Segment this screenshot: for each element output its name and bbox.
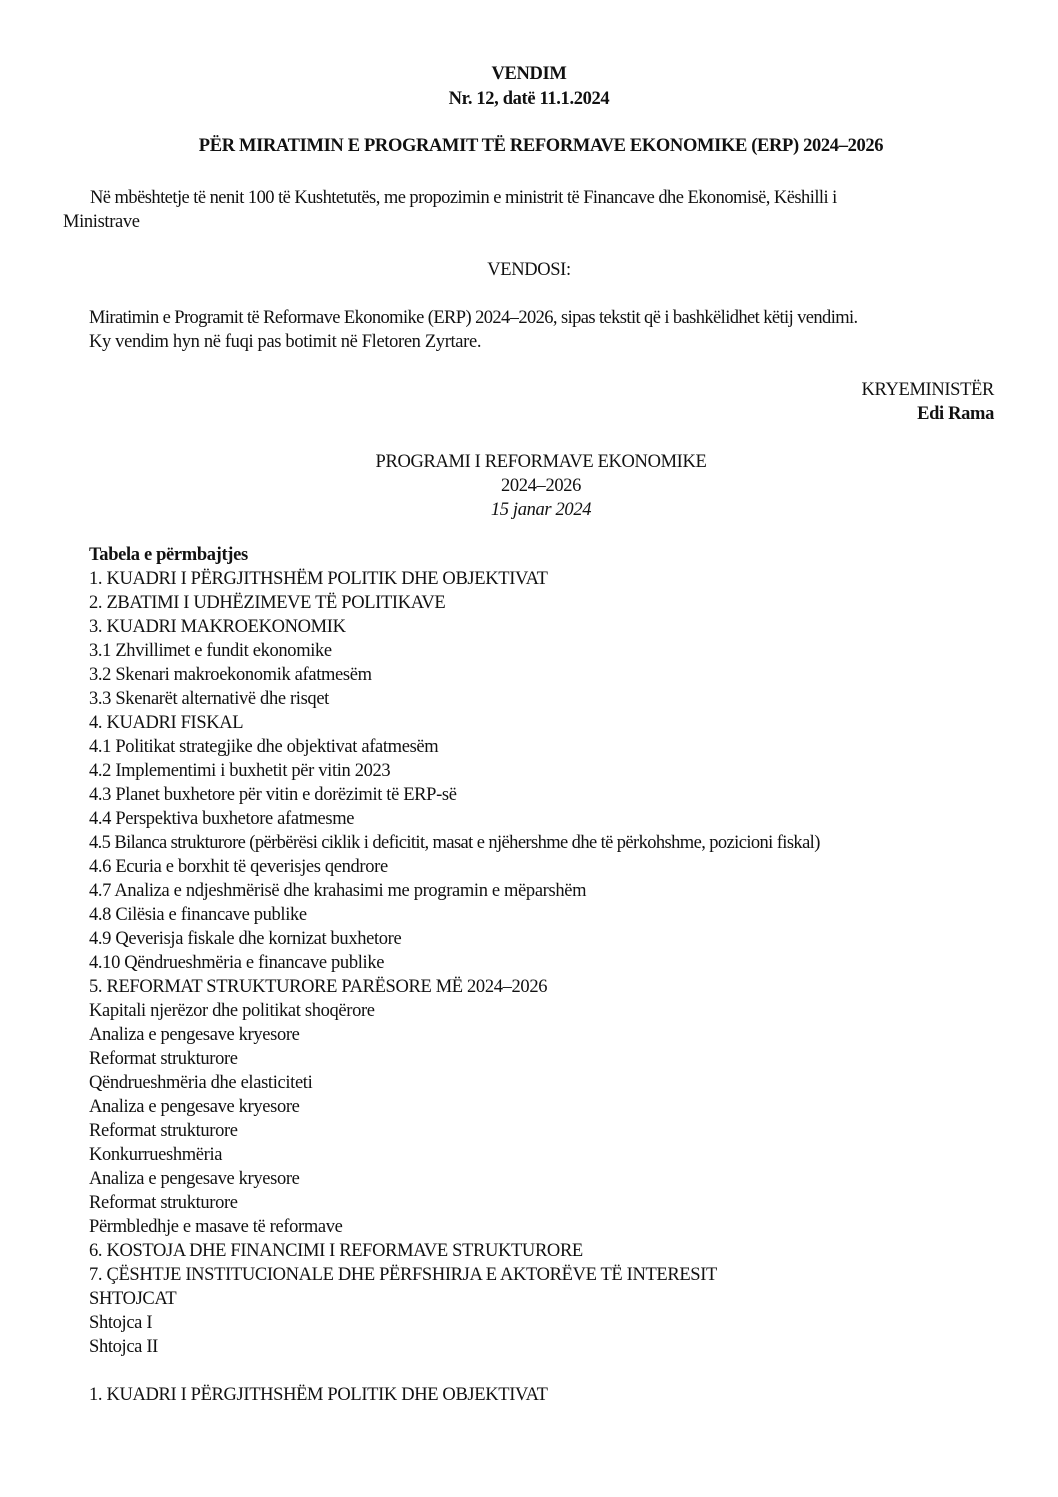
- toc-item[interactable]: 4. KUADRI FISKAL: [89, 713, 244, 733]
- toc-item[interactable]: Shtojca I: [89, 1313, 153, 1333]
- toc-item[interactable]: Reformat strukturore: [89, 1193, 238, 1213]
- table-of-contents: [89, 543, 820, 1359]
- signer-title: KRYEMINISTËR: [861, 380, 994, 400]
- decision-title: PËR MIRATIMIN E PROGRAMIT TË REFORMAVE EKONOMIKE (ERP) 2024–2026: [198, 136, 884, 156]
- toc-item[interactable]: Analiza e pengesave kryesore: [89, 1169, 300, 1189]
- toc-item[interactable]: Kapitali njerëzor dhe politikat shoqërore: [89, 1001, 375, 1021]
- toc-item[interactable]: 2. ZBATIMI I UDHËZIMEVE TË POLITIKAVE: [89, 593, 446, 613]
- toc-item[interactable]: Analiza e pengesave kryesore: [89, 1097, 300, 1117]
- program-period: 2024–2026: [500, 476, 582, 496]
- toc-item[interactable]: 7. ÇËSHTJE INSTITUCIONALE DHE PËRFSHIRJA E AKTORËVE TË INTERESIT: [89, 1265, 718, 1285]
- toc-item[interactable]: 3.1 Zhvillimet e fundit ekonomike: [89, 641, 332, 661]
- toc-item[interactable]: 3.2 Skenari makroekonomik afatmesëm: [89, 665, 372, 685]
- toc-item[interactable]: 4.1 Politikat strategjike dhe objektivat afatmesëm: [89, 737, 439, 757]
- toc-item[interactable]: 4.9 Qeverisja fiskale dhe kornizat buxhetore: [89, 929, 402, 949]
- clause-2: Ky vendim hyn në fuqi pas botimit në Fletoren Zyrtare.: [89, 332, 482, 352]
- toc-item[interactable]: 4.6 Ecuria e borxhit të qeverisjes qendrore: [89, 857, 388, 877]
- toc-item[interactable]: 4.7 Analiza e ndjeshmërisë dhe krahasimi me programin e mëparshëm: [89, 881, 587, 901]
- toc-item[interactable]: Përmbledhje e masave të reformave: [89, 1217, 343, 1237]
- toc-heading: Tabela e përmbajtjes: [89, 545, 248, 565]
- toc-item[interactable]: Shtojca II: [89, 1337, 158, 1357]
- toc-item[interactable]: Konkurrueshmëria: [89, 1145, 223, 1165]
- preamble-line-2: Ministrave: [63, 212, 140, 232]
- decision-heading: VENDIM: [491, 64, 567, 84]
- program-date: 15 janar 2024: [490, 500, 592, 520]
- toc-item[interactable]: 6. KOSTOJA DHE FINANCIMI I REFORMAVE STRUKTURORE: [89, 1241, 583, 1261]
- toc-item[interactable]: SHTOJCAT: [89, 1289, 177, 1309]
- toc-item[interactable]: Reformat strukturore: [89, 1121, 238, 1141]
- toc-item[interactable]: Qëndrueshmëria dhe elasticiteti: [89, 1073, 313, 1093]
- toc-item[interactable]: Reformat strukturore: [89, 1049, 238, 1069]
- toc-item[interactable]: 4.8 Cilësia e financave publike: [89, 905, 307, 925]
- program-title: PROGRAMI I REFORMAVE EKONOMIKE: [375, 452, 707, 472]
- section-1-heading: 1. KUADRI I PËRGJITHSHËM POLITIK DHE OBJEKTIVAT: [89, 1385, 548, 1405]
- toc-item[interactable]: 4.4 Perspektiva buxhetore afatmesme: [89, 809, 355, 829]
- signer-name: Edi Rama: [917, 404, 994, 424]
- toc-item[interactable]: 4.3 Planet buxhetore për vitin e dorëzimit të ERP-së: [89, 785, 457, 805]
- clause-1: Miratimin e Programit të Reformave Ekonomike (ERP) 2024–2026, sipas tekstit që i bashkëlidhet këtij vendimi.: [89, 308, 858, 328]
- toc-item[interactable]: 1. KUADRI I PËRGJITHSHËM POLITIK DHE OBJEKTIVAT: [89, 569, 548, 589]
- toc-item[interactable]: 4.2 Implementimi i buxhetit për vitin 2023: [89, 761, 391, 781]
- toc-item[interactable]: 3.3 Skenarët alternativë dhe risqet: [89, 689, 329, 709]
- toc-item[interactable]: 5. REFORMAT STRUKTURORE PARËSORE MË 2024–2026: [89, 977, 548, 997]
- toc-item[interactable]: Analiza e pengesave kryesore: [89, 1025, 300, 1045]
- toc-item[interactable]: 4.5 Bilanca strukturore (përbërësi ciklik i deficitit, masat e njëhershme dhe të përkohshme, pozicioni fiskal): [89, 833, 820, 853]
- preamble-line-1: Në mbështetje të nenit 100 të Kushtetutës, me propozimin e ministrit të Financave dhe Ekonomisë, Këshilli i: [90, 188, 837, 208]
- decision-number: Nr. 12, datë 11.1.2024: [448, 89, 610, 109]
- decides-label: VENDOSI:: [487, 260, 571, 280]
- toc-item[interactable]: 3. KUADRI MAKROEKONOMIK: [89, 617, 346, 637]
- toc-item[interactable]: 4.10 Qëndrueshmëria e financave publike: [89, 953, 385, 973]
